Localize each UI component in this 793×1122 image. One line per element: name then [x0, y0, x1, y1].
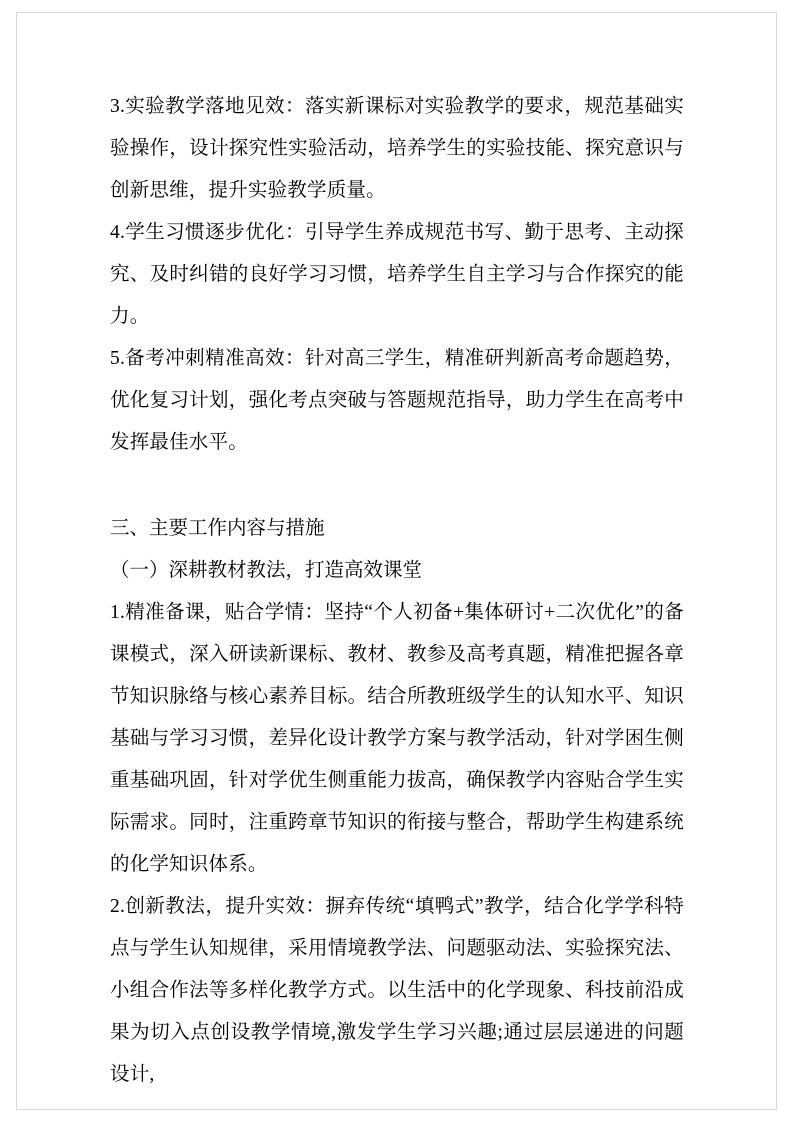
document-content [110, 86, 684, 1096]
subsection-heading: （一）深耕教材教法，打造高效课堂 [110, 560, 423, 581]
paragraph-item-1: 1.精准备课，贴合学情：坚持“个人初备+集体研讨+二次优化”的备课模式，深入研读新课标、教材、教参及高考真题，精准把握各章节知识脉络与核心素养目标。结合所教班级学生的认知水平、知识基础与学习习惯，差异化设计教学方案与教学活动，针对学困生侧重基础巩固，针对学优生侧重能力拔高，确保教学内容贴合学生实际需求。同时，注重跨章节知识的衔接与整合，帮助学生构建系统的化学知识体系。 [110, 602, 684, 875]
paragraph-goal-3: 3.实验教学落地见效：落实新课标对实验教学的要求，规范基础实验操作，设计探究性实验活动，培养学生的实验技能、探究意识与创新思维，提升实验教学质量。 [110, 96, 684, 201]
section-heading: 三、主要工作内容与措施 [110, 518, 325, 539]
paragraph-goal-5: 5.备考冲刺精准高效：针对高三学生，精准研判新高考命题趋势，优化复习计划，强化考点突破与答题规范指导，助力学生在高考中发挥最佳水平。 [110, 348, 684, 453]
paragraph-item-2: 2.创新教法，提升实效：摒弃传统“填鸭式”教学，结合化学学科特点与学生认知规律，采用情境教学法、问题驱动法、实验探究法、小组合作法等多样化教学方式。以生活中的化学现象、科技前沿成果为切入点创设教学情境,激发学生学习兴趣;通过层层递进的问题设计, [110, 896, 684, 1085]
section-spacer [110, 464, 684, 508]
paragraph-goal-4: 4.学生习惯逐步优化：引导学生养成规范书写、勤于思考、主动探究、及时纠错的良好学习习惯，培养学生自主学习与合作探究的能力。 [110, 222, 684, 327]
